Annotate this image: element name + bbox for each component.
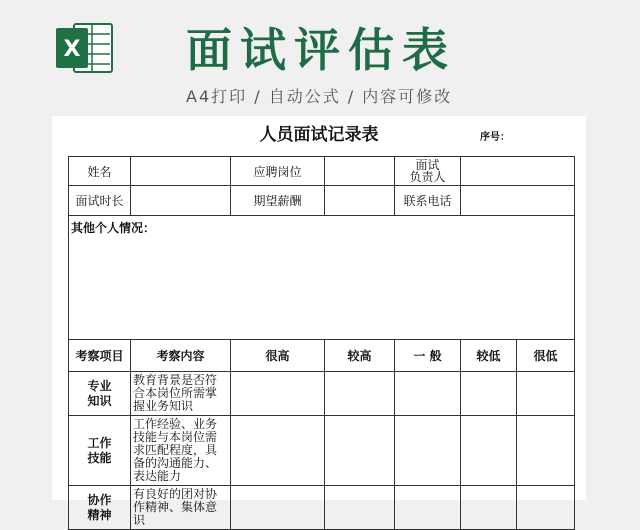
position-cell[interactable]: [325, 157, 395, 186]
eval-header-very-high: 很高: [231, 340, 325, 372]
name-label: 姓名: [69, 157, 131, 186]
main-title: 面试评估表: [186, 23, 456, 77]
eval-header-very-low: 很低: [517, 340, 575, 372]
eval-item: 工作 技能: [69, 416, 131, 486]
score-cell[interactable]: [325, 372, 395, 416]
position-label: 应聘岗位: [231, 157, 325, 186]
score-cell[interactable]: [461, 416, 517, 486]
eval-header-low: 较低: [461, 340, 517, 372]
eval-header-high: 较高: [325, 340, 395, 372]
score-cell[interactable]: [395, 372, 461, 416]
eval-header-content: 考察内容: [131, 340, 231, 372]
subtitle: A4打印 / 自动公式 / 内容可修改: [186, 87, 453, 106]
score-cell[interactable]: [325, 486, 395, 530]
row-basic-2: [69, 186, 575, 216]
score-cell[interactable]: [395, 486, 461, 530]
row-basic-1: [69, 157, 575, 186]
eval-row-knowledge: [69, 372, 575, 416]
eval-row-skills: [69, 416, 575, 486]
phone-label: 联系电话: [395, 186, 461, 216]
score-cell[interactable]: [461, 372, 517, 416]
excel-logo-letter: X: [63, 37, 81, 62]
banner: [0, 0, 640, 116]
eval-row-teamwork: [69, 486, 575, 530]
salary-cell[interactable]: [325, 186, 395, 216]
eval-item: 协作 精神: [69, 486, 131, 530]
score-cell[interactable]: [231, 416, 325, 486]
eval-header-row: [69, 340, 575, 372]
score-cell[interactable]: [517, 372, 575, 416]
row-other: [69, 216, 575, 340]
interview-table: [68, 156, 575, 530]
eval-item: 专业 知识: [69, 372, 131, 416]
duration-cell[interactable]: [131, 186, 231, 216]
score-cell[interactable]: [461, 486, 517, 530]
form-paper: [52, 116, 586, 527]
eval-content: 工作经验、业务技能与本岗位需求匹配程度，具备的沟通能力、表达能力: [131, 416, 231, 486]
excel-logo-icon: [52, 20, 116, 76]
score-cell[interactable]: [517, 486, 575, 530]
interviewer-label: 面试 负责人: [395, 157, 461, 186]
score-cell[interactable]: [517, 416, 575, 486]
phone-cell[interactable]: [461, 186, 575, 216]
score-cell[interactable]: [231, 486, 325, 530]
eval-content: 教育背景是否符合本岗位所需掌握业务知识: [131, 372, 231, 416]
eval-content: 有良好的团对协作精神、集体意识: [131, 486, 231, 530]
duration-label: 面试时长: [69, 186, 131, 216]
interviewer-cell[interactable]: [461, 157, 575, 186]
other-info-cell[interactable]: 其他个人情况：: [69, 216, 575, 340]
salary-label: 期望薪酬: [231, 186, 325, 216]
form-title: 人员面试记录表: [259, 125, 379, 145]
name-cell[interactable]: [131, 157, 231, 186]
eval-header-average: 一 般: [395, 340, 461, 372]
score-cell[interactable]: [325, 416, 395, 486]
serial-label: 序号：: [480, 132, 510, 143]
eval-header-item: 考察项目: [69, 340, 131, 372]
score-cell[interactable]: [231, 372, 325, 416]
score-cell[interactable]: [395, 416, 461, 486]
